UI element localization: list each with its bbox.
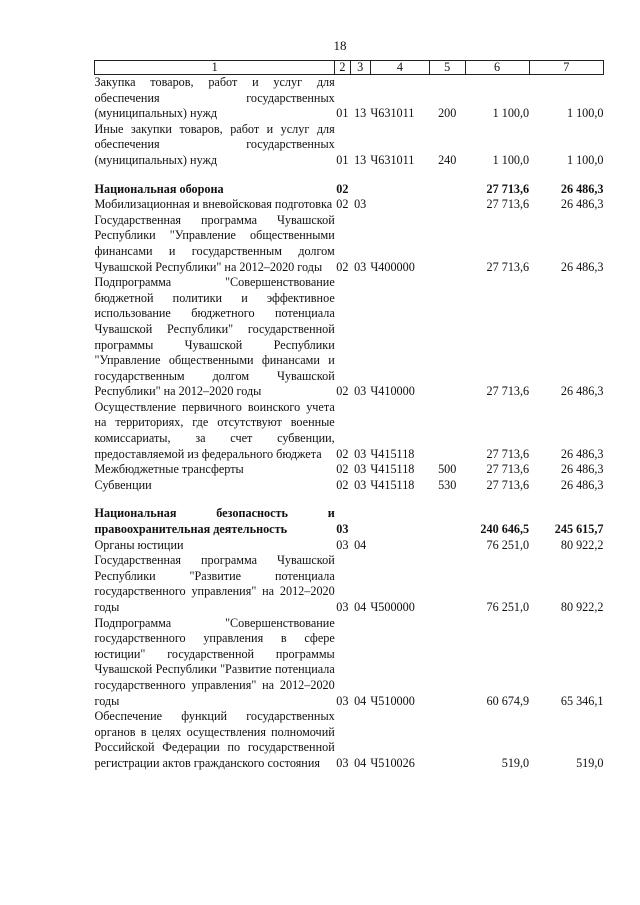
row-spacer [95,169,604,182]
row-expense-type [429,182,465,198]
row-expense-type [429,538,465,554]
row-section: 02 [336,462,349,477]
row-subsection: 04 [354,755,367,770]
row-expense-type: 200 [438,106,457,121]
row-expense-type [429,213,465,275]
row-name: Межбюджетные трансферты [94,462,244,477]
row-amount-year-1: 76 251,0 [486,600,530,614]
row-target-article: Ч631011 [370,106,415,121]
row-name: Осуществление первичного воинского учета на территориях, где отсутствуют военные комиссариаты, за счет субвенции, предоставляемой из федерального бюджета [94,399,335,461]
row-expense-type [429,506,465,537]
row-target-article: Ч510000 [370,693,415,708]
table-header-row [95,61,604,75]
row-section: 02 [336,446,349,461]
row-target-article [370,197,429,213]
row-subsection: 04 [354,537,367,552]
row-expense-type: 530 [438,477,457,492]
table-row [95,75,604,122]
row-target-article: Ч400000 [370,259,415,274]
table-row [95,197,604,213]
row-target-article: Ч415118 [370,462,415,477]
row-amount-year-2: 80 922,2 [560,600,604,614]
row-amount-year-1: 27 713,6 [486,197,530,212]
row-expense-type [429,275,465,400]
row-amount-year-2: 26 486,3 [560,446,604,461]
table-row [95,506,604,537]
row-name: Подпрограмма "Совершенствование государственного управления в сфере юстиции" государственной программы Чувашской Республики "Развитие потенциала государственного управления" на 2012–2020 годы [94,615,335,708]
header-cell-subsection: 3 [350,61,370,75]
row-amount-year-1: 27 713,6 [486,181,530,196]
row-target-article: Ч500000 [370,600,415,614]
page-number: 18 [333,38,347,53]
row-subsection: 04 [354,693,367,708]
row-amount-year-1: 27 713,6 [486,462,530,477]
row-name: Государственная программа Чувашской Республики "Развитие потенциала государственного управления" на 2012–2020 годы [94,553,335,614]
row-target-article: Ч415118 [370,477,415,492]
row-section: 03 [336,693,349,708]
row-amount-year-2: 26 486,3 [560,181,604,196]
row-subsection: 13 [354,106,367,121]
row-name: Национальная безопасность и правоохранительная деятельность [94,506,335,537]
row-amount-year-1: 1 100,0 [492,106,530,121]
row-section: 02 [336,384,349,399]
row-expense-type [429,616,465,710]
row-amount-year-2: 1 100,0 [566,106,604,121]
row-amount-year-1: 519,0 [501,755,530,770]
row-target-article: Ч510026 [370,755,415,770]
row-expense-type: 500 [438,462,457,477]
row-section: 01 [336,152,349,167]
header-cell-year-2: 7 [529,61,603,75]
row-target-article [370,182,429,198]
row-section: 02 [336,181,349,196]
row-amount-year-1: 76 251,0 [486,537,530,552]
row-amount-year-1: 27 713,6 [486,477,530,492]
row-amount-year-2: 245 615,7 [554,522,604,537]
row-name: Обеспечение функций государственных органов в целях осуществления полномочий Российской Федерации по государственной регистрации актов гражданского состояния [94,709,335,770]
row-subsection: 03 [354,477,367,492]
header-cell-target-article: 4 [370,61,429,75]
row-spacer [95,493,604,506]
row-amount-year-2: 26 486,3 [560,384,604,399]
table-row [95,538,604,554]
row-amount-year-2: 1 100,0 [566,152,604,167]
row-amount-year-2: 26 486,3 [560,259,604,274]
table-row [95,616,604,710]
row-name: Мобилизационная и вневойсковая подготовка [94,197,333,212]
table-row [95,400,604,462]
row-name: Подпрограмма "Совершенствование бюджетной политики и эффективное использование бюджетного потенциала Чувашской Республики" государственной программы Чувашской Республики "Управление общественными финансами и государственным долгом Чувашской Республики" на 2012–2020 годы [94,275,335,399]
row-amount-year-1: 1 100,0 [492,152,530,167]
row-expense-type [429,709,465,771]
row-name: Государственная программа Чувашской Республики "Управление общественными финансами и государственным долгом Чувашской Республики" на 2012–2020 годы [94,212,335,274]
row-name: Иные закупки товаров, работ и услуг для обеспечения государственных (муниципальных) нужд [94,121,335,167]
row-amount-year-2: 519,0 [576,755,604,770]
row-section: 01 [336,106,349,121]
row-subsection [350,506,370,537]
header-cell-section: 2 [335,61,350,75]
row-subsection: 13 [354,152,367,167]
row-target-article: Ч415118 [370,446,415,461]
table-row [95,213,604,275]
row-amount-year-1: 240 646,5 [480,522,530,537]
row-amount-year-2: 26 486,3 [560,477,604,492]
header-cell-name: 1 [95,61,335,75]
row-section: 03 [336,600,349,614]
row-name: Субвенции [94,477,152,492]
row-target-article [370,506,429,537]
row-expense-type [429,553,465,615]
header-cell-year-1: 6 [465,61,529,75]
row-target-article: Ч631011 [370,152,415,167]
row-expense-type: 240 [438,152,457,167]
row-section: 02 [336,197,349,212]
row-section: 03 [336,537,349,552]
row-target-article: Ч410000 [370,384,415,399]
budget-table [94,60,604,772]
row-name: Закупка товаров, работ и услуг для обеспечения государственных (муниципальных) нужд [94,75,335,121]
row-subsection [350,182,370,198]
row-name: Органы юстиции [94,537,184,552]
row-amount-year-2: 80 922,2 [560,537,604,552]
table-row [95,182,604,198]
row-amount-year-2: 26 486,3 [560,197,604,212]
row-section: 02 [336,477,349,492]
row-section: 03 [336,522,349,537]
row-subsection: 03 [354,384,367,399]
header-cell-expense-type: 5 [429,61,465,75]
row-section: 02 [336,259,349,274]
row-expense-type [429,400,465,462]
table-row [95,122,604,169]
row-expense-type [429,197,465,213]
row-section: 03 [336,755,349,770]
row-subsection: 04 [354,600,367,614]
row-target-article [370,538,429,554]
table-row [95,275,604,400]
row-amount-year-2: 26 486,3 [560,462,604,477]
row-subsection: 03 [354,462,367,477]
table-row [95,478,604,494]
row-name: Национальная оборона [94,181,224,196]
table-row [95,553,604,615]
row-amount-year-2: 65 346,1 [560,693,604,708]
row-amount-year-1: 60 674,9 [486,693,530,708]
table-row [95,709,604,771]
row-amount-year-1: 27 713,6 [486,384,530,399]
row-amount-year-1: 27 713,6 [486,446,530,461]
row-subsection: 03 [354,197,367,212]
row-amount-year-1: 27 713,6 [486,259,530,274]
row-subsection: 03 [354,259,367,274]
row-subsection: 03 [354,446,367,461]
table-row [95,462,604,478]
